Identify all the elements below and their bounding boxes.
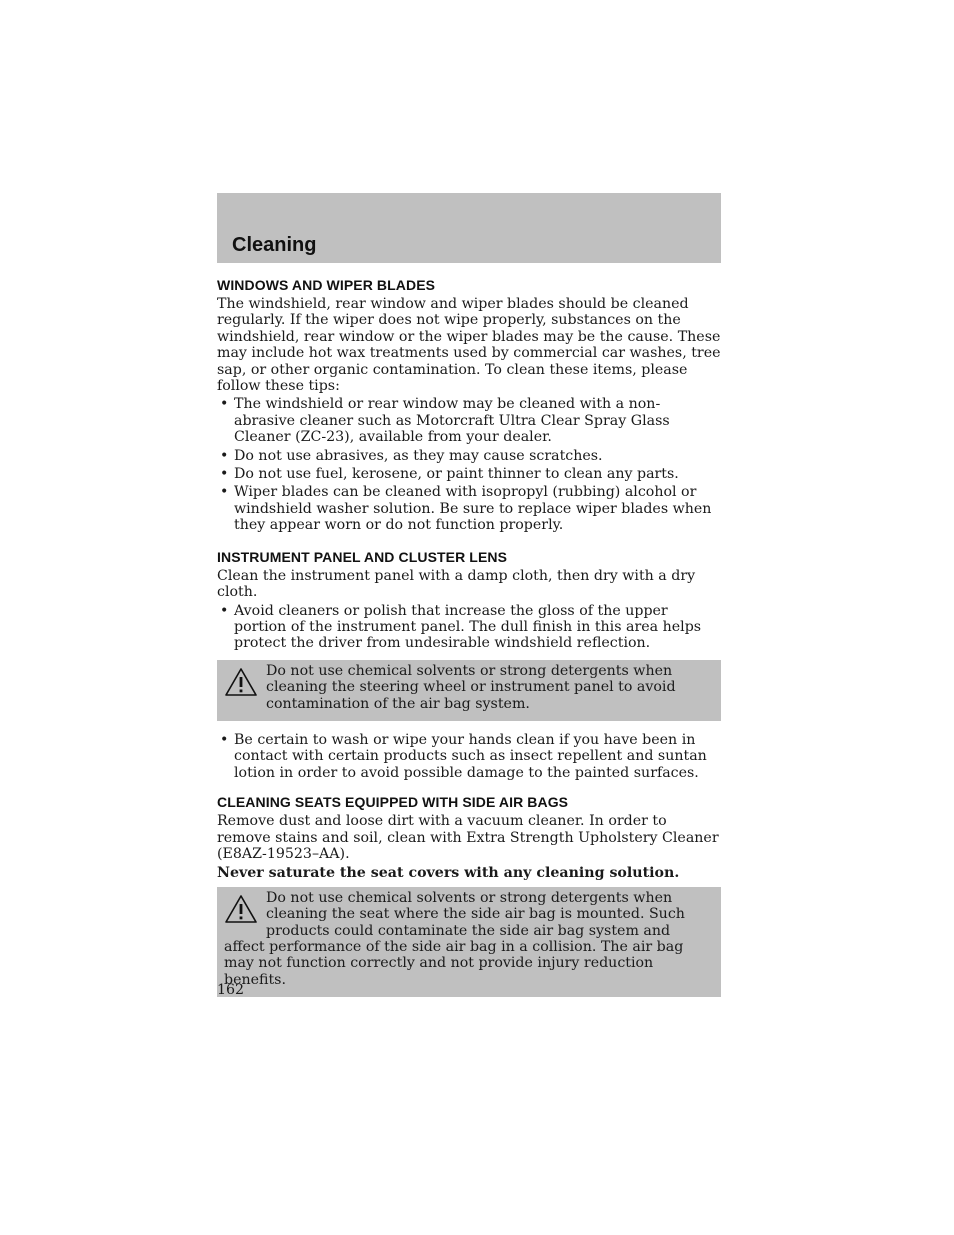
warning-triangle-icon — [224, 667, 258, 697]
section-heading-instrument: INSTRUMENT PANEL AND CLUSTER LENS — [217, 548, 508, 565]
section-heading-windows: WINDOWS AND WIPER BLADES — [217, 277, 436, 293]
section-intro-instrument: Clean the instrument panel with a damp cloth, then dry with a dry cloth. — [217, 567, 696, 601]
list-item: • The windshield or rear window may be cleaned with a non-abrasive cleaner such as Motorcraft Ultra Clear Spray Glass Cleaner (ZC-23), available from your dealer. — [217, 396, 721, 445]
chapter-header-band — [217, 193, 721, 263]
bullet-list-instrument-after — [217, 732, 721, 781]
warning-triangle-icon — [224, 894, 258, 924]
list-item: • Do not use fuel, kerosene, or paint thinner to clean any parts. — [217, 466, 721, 482]
bullet-list-instrument — [217, 603, 721, 652]
bullet-list-windows — [217, 396, 721, 533]
bold-note: Never saturate the seat covers with any cleaning solution. — [217, 865, 680, 882]
warning-box-instrument — [217, 660, 721, 721]
section-intro-windows: The windshield, rear window and wiper blades should be cleaned regularly. If the wiper does not wipe properly, substances on the windshield, rear window or the wiper blades may be the cause. These may include hot wax treatments used by commercial car washes, tree sap, or other organic contamination. To clean these items, please follow these tips: — [217, 296, 721, 395]
list-item: • Wiper blades can be cleaned with isopropyl (rubbing) alcohol or windshield washer solution. Be sure to replace wiper blades when they appear worn or do not function properly. — [217, 484, 721, 533]
warning-text: Do not use chemical solvents or strong detergents when cleaning the seat where the side air bag is mounted. Such products could contaminate the side air bag system and affect performance of the side air bag in a collision. The air bag may not function correctly and not provide injury reduction benefits. — [224, 889, 685, 988]
list-item: • Avoid cleaners or polish that increase the gloss of the upper portion of the instrument panel. The dull finish in this area helps protect the driver from undesirable windshield reflection. — [217, 603, 721, 652]
section-intro-seats: Remove dust and loose dirt with a vacuum cleaner. In order to remove stains and soil, clean with Extra Strength Upholstery Cleaner (E8AZ-19523–AA). — [217, 813, 719, 862]
list-item: • Be certain to wash or wipe your hands clean if you have been in contact with certain products such as insect repellent and suntan lotion in order to avoid possible damage to the painted surfaces. — [217, 732, 721, 781]
chapter-title: Cleaning — [232, 234, 317, 256]
warning-box-seats — [217, 887, 721, 997]
page-number: 162 — [217, 982, 245, 998]
section-heading-seats: CLEANING SEATS EQUIPPED WITH SIDE AIR BAGS — [217, 794, 569, 811]
warning-text: Do not use chemical solvents or strong detergents when cleaning the steering wheel or instrument panel to avoid contamination of the air bag system. — [266, 662, 676, 712]
page-content — [217, 277, 721, 997]
list-item: • Do not use abrasives, as they may cause scratches. — [217, 448, 721, 464]
